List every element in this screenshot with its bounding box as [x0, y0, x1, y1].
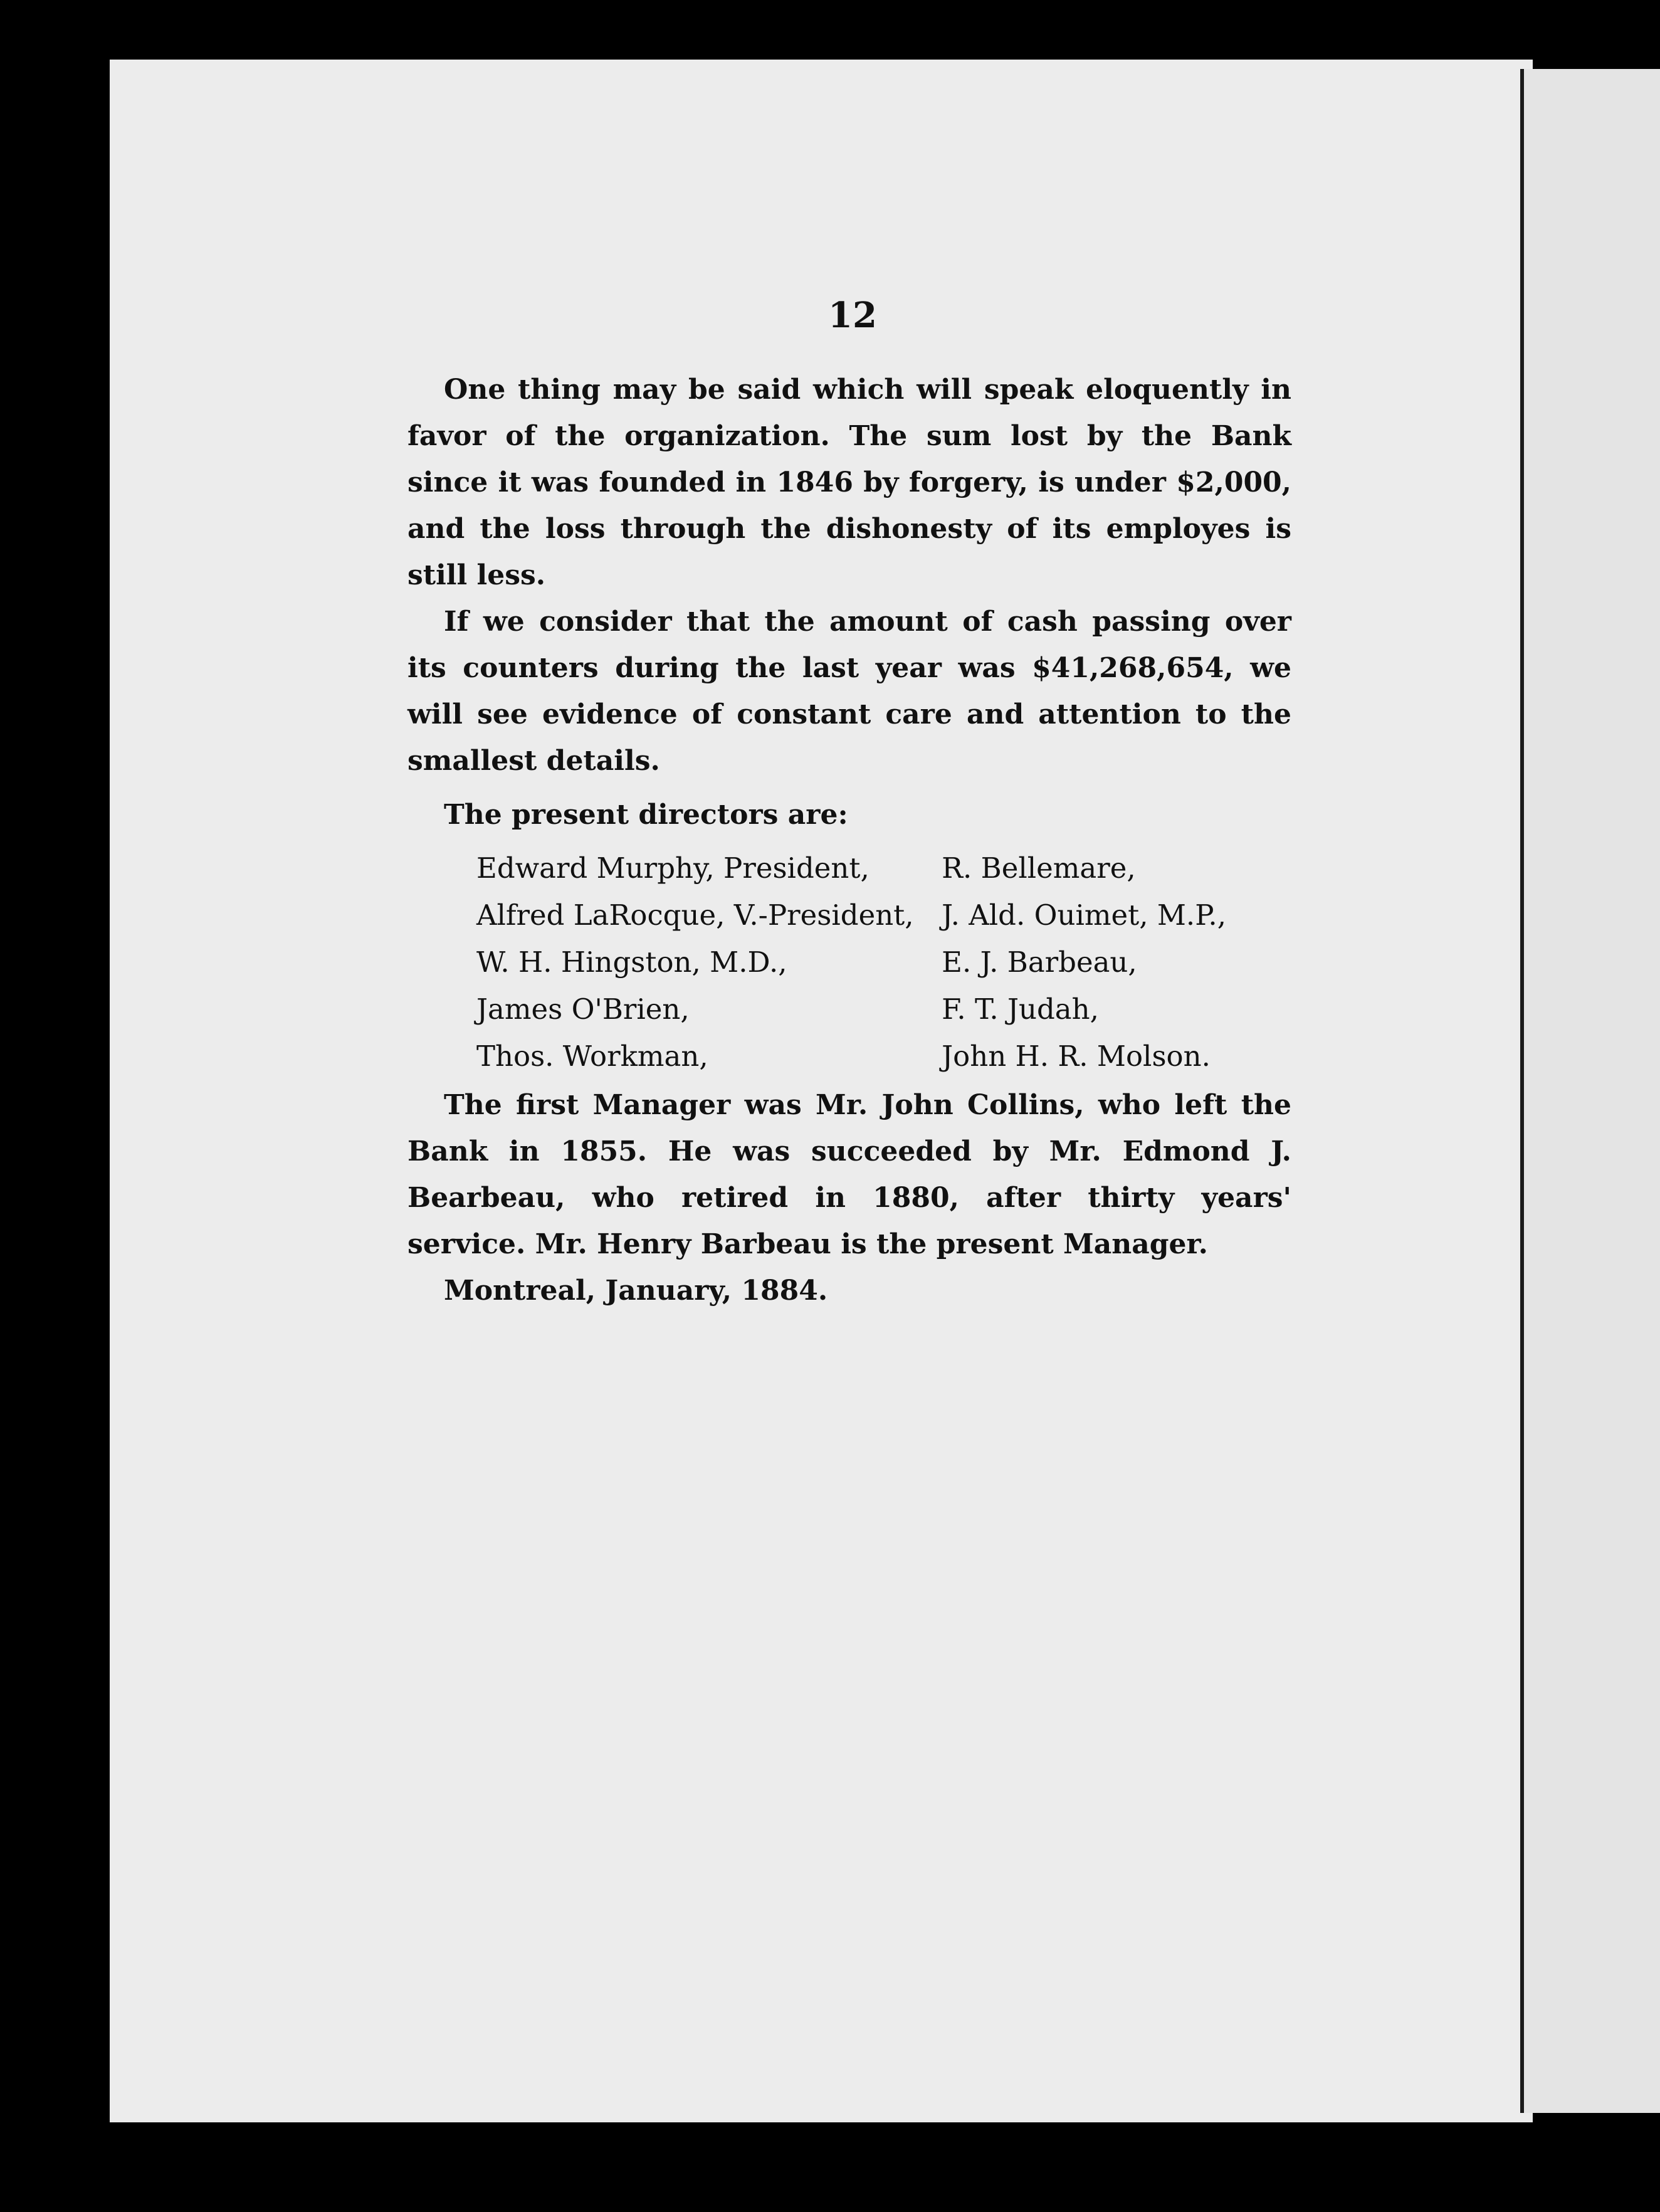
closing-dateline: Montreal, January, 1884.: [444, 1275, 828, 1307]
paragraph-cash-volume: If we consider that the amount of cash passing over its counters during the last year was $41,268,654, we will see evidence of constant care and attention to the smallest details.: [407, 606, 1291, 777]
director-name: R. Bellemare,: [942, 851, 1136, 885]
director-name: J. Ald. Ouimet, M.P.,: [942, 898, 1227, 932]
director-name: Alfred LaRocque, V.-President,: [476, 898, 914, 932]
paragraph-loss-record: One thing may be said which will speak eloquently in favor of the organization. The sum lost by the Bank since it was founded in 1846 by forgery, is under $2,000, and the loss through the dishonesty of its employes is still less.: [407, 374, 1291, 591]
director-name: Thos. Workman,: [476, 1040, 708, 1073]
director-name: F. T. Judah,: [942, 993, 1099, 1026]
director-name: John H. R. Molson.: [942, 1040, 1211, 1073]
adjacent-page-edge: [1520, 69, 1660, 2113]
paragraph-managers: The first Manager was Mr. John Collins, who left the Bank in 1855. He was succeeded by Mr. Edmond J. Bearbeau, who retired in 1880, after thirty years' service. Mr. Henry Barbeau is the present Manager.: [407, 1089, 1291, 1260]
page-body: [407, 367, 1291, 1314]
page-number: 12: [828, 295, 877, 336]
director-name: Edward Murphy, President,: [476, 851, 869, 885]
director-name: W. H. Hingston, M.D.,: [476, 945, 787, 979]
directors-intro: The present directors are:: [444, 799, 848, 831]
directors-column-left: [476, 845, 942, 1080]
directors-list: [476, 845, 1291, 1080]
directors-column-right: [942, 845, 1291, 1080]
director-name: E. J. Barbeau,: [942, 945, 1137, 979]
director-name: James O'Brien,: [476, 993, 690, 1026]
